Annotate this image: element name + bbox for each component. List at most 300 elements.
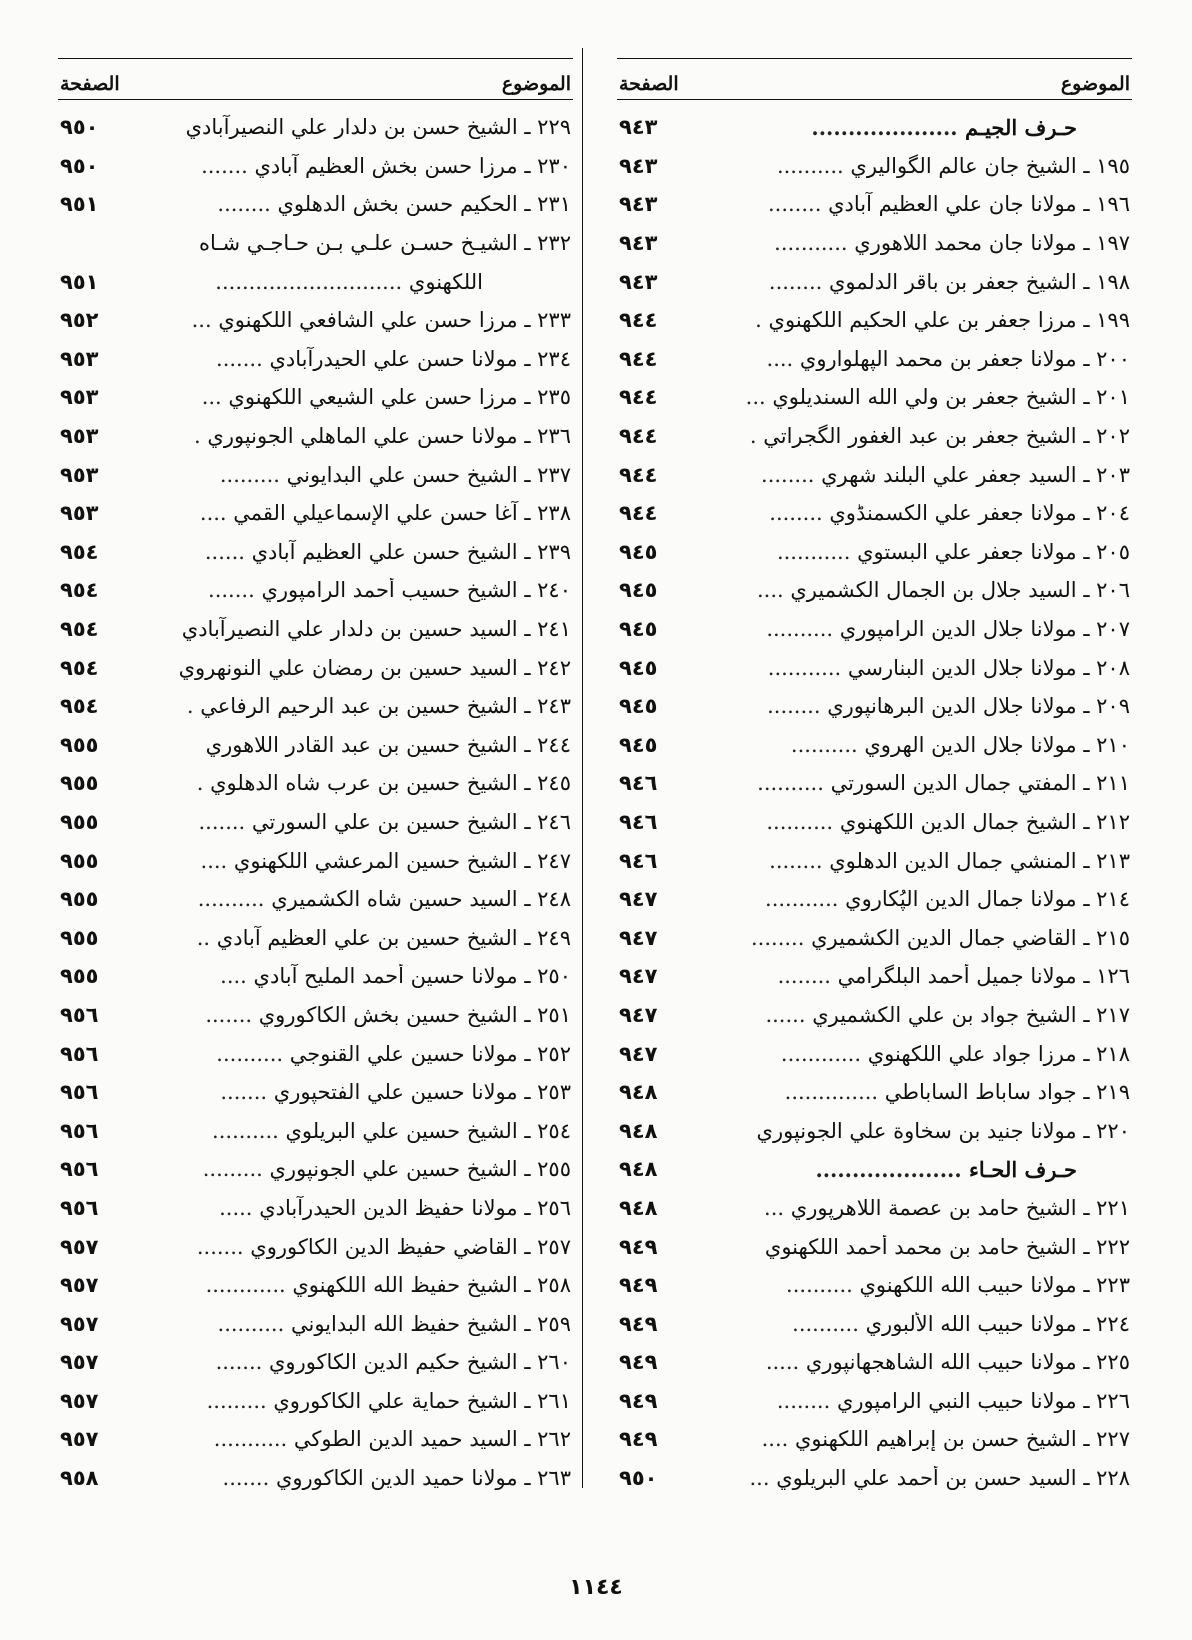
entry-page-number: ٩٤٩ <box>619 1350 658 1375</box>
entry-title <box>138 270 573 294</box>
leader-dots: ............ <box>205 1273 286 1298</box>
entry-title-text: ٢٥٢ ـ مولانا حسين علي القنوجي <box>289 1041 571 1066</box>
leader-dots: ......... <box>219 462 280 487</box>
leader-dots: ........... <box>213 1427 288 1452</box>
leader-dots: ........ <box>767 694 821 719</box>
leader-dots: . <box>194 424 201 449</box>
leader-dots: .... <box>756 578 784 603</box>
leader-dots: ........ <box>777 964 831 989</box>
entry-title-text: ٢٠٩ ـ مولانا جلال الدين البرهانپوري <box>827 694 1130 719</box>
entry-title-text: ٢٠٧ ـ مولانا جلال الدين الرامپوري <box>839 617 1130 642</box>
toc-entry <box>58 108 573 147</box>
column-header <box>617 58 1132 100</box>
entry-title-text: ٢٥٥ ـ الشيخ حسين علي الجونپوري <box>269 1157 571 1182</box>
toc-entry <box>617 880 1132 919</box>
entry-title <box>138 578 573 602</box>
entry-title <box>138 849 573 873</box>
entry-title-text: ٢٣٠ ـ مرزا حسن بخش العظيم آبادي <box>254 153 571 178</box>
subject-heading: الموضوع <box>1060 73 1130 95</box>
entry-page-number: ٩٤٤ <box>619 385 658 410</box>
subject-heading: الموضوع <box>501 73 571 95</box>
entry-title <box>697 1235 1132 1259</box>
leader-dots: ............................ <box>215 269 403 294</box>
entry-title <box>138 1119 573 1143</box>
entry-page-number: ٩٤٣ <box>619 231 658 256</box>
toc-entry <box>617 803 1132 842</box>
toc-entry <box>617 571 1132 610</box>
leader-dots: .......... <box>766 809 834 834</box>
leader-dots: ... <box>745 385 766 410</box>
toc-entry <box>617 841 1132 880</box>
toc-entry <box>617 1343 1132 1382</box>
toc-entry <box>58 147 573 186</box>
leader-dots: .................... <box>815 1156 962 1182</box>
entry-title <box>697 849 1132 873</box>
leader-dots: .......... <box>776 153 844 178</box>
leader-dots: ... <box>191 308 212 333</box>
entry-title <box>138 887 573 911</box>
entry-title <box>138 463 573 487</box>
toc-entry <box>617 1266 1132 1305</box>
leader-dots: ........... <box>767 655 842 680</box>
entry-title-text: ٢١٥ ـ القاضي جمال الدين الكشميري <box>811 925 1130 950</box>
entry-title <box>138 964 573 988</box>
entry-title-text: ٢١٧ ـ الشيخ جواد بن علي الكشميري <box>812 1002 1130 1027</box>
entry-page-number: ٩٤٧ <box>619 1041 658 1066</box>
entry-title-text: ٢٣١ ـ الحكيم حسن بخش الدهلوي <box>277 192 571 217</box>
entry-title <box>138 1427 573 1451</box>
leader-dots: .......... <box>757 771 824 796</box>
toc-entry <box>58 340 573 379</box>
entry-page-number: ٩٥٤ <box>60 694 99 719</box>
entry-page-number: ٩٥٧ <box>60 1388 99 1413</box>
entry-page-number: ٩٤٦ <box>619 771 658 796</box>
leader-dots: ....... <box>222 1466 270 1491</box>
entry-title-text: ٢٣٤ ـ مولانا حسن علي الحيدرآبادي <box>269 346 571 371</box>
leader-dots: ..... <box>219 1195 253 1220</box>
entry-page-number: ٩٥٧ <box>60 1311 99 1336</box>
toc-entry <box>617 1459 1132 1498</box>
entry-title-text: ٢٢٩ ـ الشيخ حسن بن دلدار علي النصيرآبادي <box>185 115 571 140</box>
entry-title-text: ٢١٩ ـ جواد ساباط الساباطي <box>884 1080 1130 1105</box>
entry-page-number: ٩٤٨ <box>619 1195 658 1220</box>
leader-dots: .... <box>761 1427 789 1452</box>
leader-dots: .......... <box>217 1311 285 1336</box>
entry-page-number: ٩٤٣ <box>619 269 658 294</box>
entry-page-number: ٩٤٣ <box>619 153 658 178</box>
entry-page-number: ٩٥٤ <box>60 617 99 642</box>
entry-title <box>138 1350 573 1374</box>
entry-page-number: ٩٥٦ <box>60 1195 99 1220</box>
entry-title <box>138 347 573 371</box>
leader-dots: ....... <box>205 1002 253 1027</box>
entry-page-number: ٩٥٤ <box>60 655 99 680</box>
entry-title <box>697 347 1132 371</box>
toc-entry <box>58 1111 573 1150</box>
entry-page-number: ٩٥٧ <box>60 1350 99 1375</box>
toc-entry <box>58 957 573 996</box>
entry-page-number: ٩٥٥ <box>60 809 99 834</box>
entry-title <box>138 1312 573 1336</box>
entry-title <box>138 192 573 216</box>
leader-dots: ....... <box>198 809 246 834</box>
entry-title <box>697 501 1132 525</box>
entry-title <box>138 1466 573 1490</box>
leader-dots: ........... <box>776 539 851 564</box>
entry-title <box>697 270 1132 294</box>
entry-page-number: ٩٥٦ <box>60 1041 99 1066</box>
entry-title-text: ٢٤٥ ـ الشيخ حسين بن عرب شاه الدهلوي <box>210 771 571 796</box>
entry-title-text: ٢٥٨ ـ الشيخ حفيظ الله اللكهنوي <box>292 1273 571 1298</box>
entry-page-number: ٩٤٤ <box>619 308 658 333</box>
toc-entry <box>58 1382 573 1421</box>
leader-dots: .................... <box>811 114 958 140</box>
toc-entry <box>58 533 573 572</box>
entry-title-text: ٢٥٩ ـ الشيخ حفيظ الله البدايوني <box>290 1311 571 1336</box>
entry-title-text: ٢٣٢ ـ الشيـخ حسـن علـي بـن حـاجـي شـاه <box>198 231 571 256</box>
entry-title-text: ٢٤٧ ـ الشيخ حسين المرعشي اللكهنوي <box>233 848 571 873</box>
toc-entry <box>617 610 1132 649</box>
toc-entry <box>617 340 1132 379</box>
entry-page-number: ٩٥٣ <box>60 424 99 449</box>
entry-title-text: ٢٠٣ ـ السيد جعفر علي البلند شهري <box>821 462 1130 487</box>
toc-entries <box>58 108 573 1497</box>
section-heading-row <box>617 108 1132 147</box>
toc-entry <box>617 224 1132 263</box>
entry-title <box>138 656 573 680</box>
entry-title-text: ٢٥٧ ـ القاضي حفيظ الدين الكاكوروي <box>250 1234 571 1259</box>
entry-title <box>697 887 1132 911</box>
toc-entry <box>58 726 573 765</box>
leader-dots: ......... <box>202 1157 263 1182</box>
leader-dots: ........ <box>761 462 815 487</box>
entry-title-text: ١٩٩ ـ مرزا جعفر بن علي الحكيم اللكهنوي <box>768 308 1130 333</box>
entry-title-text: ٢١١ ـ المفتي جمال الدين السورتي <box>830 771 1130 796</box>
entry-page-number: ٩٤٩ <box>619 1273 658 1298</box>
toc-entry <box>617 533 1132 572</box>
entry-title-text: ١٩٦ ـ مولانا جان علي العظيم آبادي <box>828 192 1130 217</box>
entry-page-number: ٩٥٧ <box>60 1427 99 1452</box>
toc-entry <box>58 301 573 340</box>
entry-page-number: ٩٤٦ <box>619 848 658 873</box>
toc-entry <box>58 1420 573 1459</box>
toc-entry <box>58 996 573 1035</box>
entry-page-number: ٩٥٧ <box>60 1273 99 1298</box>
entry-page-number: ٩٥٦ <box>60 1157 99 1182</box>
leader-dots: ........... <box>774 231 848 256</box>
entry-title-text: ٢٢٠ ـ مولانا جنيد بن سخاوة علي الجونپوري <box>756 1118 1130 1143</box>
leader-dots: ........ <box>769 848 823 873</box>
leader-dots: ..... <box>765 1350 800 1375</box>
entry-page-number: ٩٥٥ <box>60 925 99 950</box>
entry-title <box>697 771 1132 795</box>
entry-title-text: ٢٠٥ ـ مولانا جعفر علي البستوي <box>857 539 1130 564</box>
toc-entry <box>617 764 1132 803</box>
leader-dots: .... <box>200 848 228 873</box>
entry-title-text: ٢٠٤ ـ مولانا جعفر علي الكسمنڈوي <box>829 501 1130 526</box>
entry-title-text: ٢١٨ ـ مرزا جواد علي اللكهنوي <box>867 1041 1130 1066</box>
entry-title <box>697 1273 1132 1297</box>
toc-entry <box>617 918 1132 957</box>
leader-dots: .... <box>766 346 794 371</box>
entry-title-text: ٢٣٩ ـ الشيخ حسن علي العظيم آبادي <box>251 539 571 564</box>
entry-page-number: ٩٤٣ <box>619 115 658 140</box>
entry-title-text: ٢٠٠ ـ مولانا جعفر بن محمد الپهلواروي <box>799 346 1130 371</box>
entry-page-number: ٩٥٥ <box>60 732 99 757</box>
entry-page-number: ٩٥٦ <box>60 1002 99 1027</box>
entry-page-number: ٩٤٧ <box>619 925 658 950</box>
entry-page-number: ٩٥٥ <box>60 848 99 873</box>
entry-page-number: ٩٥٣ <box>60 346 99 371</box>
toc-entry <box>58 1459 573 1498</box>
toc-entry <box>58 648 573 687</box>
toc-entry <box>617 417 1132 456</box>
entry-title <box>697 1157 1132 1182</box>
entry-title-text: ٢٢٢ ـ الشيخ حامد بن محمد أحمد اللكهنوي <box>764 1234 1130 1259</box>
entry-title <box>697 1119 1132 1143</box>
leader-dots: ....... <box>208 578 255 603</box>
entry-title <box>138 501 573 525</box>
leader-dots: . <box>755 308 762 333</box>
entry-title-text: ٢١٤ ـ مولانا جمال الدين الپُكاروي <box>845 887 1130 912</box>
entry-page-number: ٩٥١ <box>60 192 99 217</box>
entry-title-text: ٢٥٠ ـ مولانا حسين أحمد المليح آبادي <box>253 964 571 989</box>
toc-entry <box>617 1382 1132 1421</box>
entry-title <box>138 733 573 757</box>
leader-dots: .. <box>196 925 211 950</box>
entry-title-text: ٢٢٨ ـ السيد حسن بن أحمد علي البريلوي <box>776 1466 1130 1491</box>
entry-page-number: ٩٥٥ <box>60 964 99 989</box>
toc-entry <box>58 1189 573 1228</box>
entry-page-number: ٩٥٠ <box>619 1466 658 1491</box>
toc-entry <box>617 996 1132 1035</box>
entry-title <box>697 192 1132 216</box>
entry-page-number: ٩٤٥ <box>619 539 658 564</box>
entry-title-text: ٢١٠ ـ مولانا جلال الدين الهروي <box>864 732 1130 757</box>
toc-entry <box>617 301 1132 340</box>
entry-page-number: ٩٤٦ <box>619 809 658 834</box>
entry-title <box>697 1427 1132 1451</box>
entry-title-text: ٢٠٨ ـ مولانا جلال الدين البنارسي <box>847 655 1130 680</box>
leader-dots: .......... <box>790 732 858 757</box>
toc-entry <box>58 880 573 919</box>
toc-entry <box>617 1034 1132 1073</box>
entry-title-text: ٢٥٤ ـ الشيخ حسين علي البريلوي <box>285 1118 571 1143</box>
toc-entry <box>58 378 573 417</box>
leader-dots: ....... <box>201 153 248 178</box>
entry-page-number: ٩٤٨ <box>619 1157 658 1182</box>
toc-entry <box>617 1304 1132 1343</box>
entry-page-number: ٩٤٧ <box>619 1002 658 1027</box>
entry-title-text: ٢٦٠ ـ الشيخ حكيم الدين الكاكوروي <box>268 1350 571 1375</box>
leader-dots: ...... <box>204 539 245 564</box>
toc-entry <box>58 262 573 301</box>
leader-dots: ... <box>749 1466 770 1491</box>
toc-entry <box>58 1073 573 1112</box>
entry-title-text: ٢٣٣ ـ مرزا حسن علي الشافعي اللكهنوي <box>218 308 571 333</box>
leader-dots: .... <box>220 964 247 989</box>
entry-title <box>697 1196 1132 1220</box>
entry-title-text: ٢٢٧ ـ الشيخ حسن بن إبراهيم اللكهنوي <box>794 1427 1130 1452</box>
column-header <box>58 58 573 100</box>
entry-title <box>697 115 1132 140</box>
toc-entry <box>617 378 1132 417</box>
entry-page-number: ٩٤٩ <box>619 1311 658 1336</box>
leader-dots: ........... <box>765 887 839 912</box>
entry-title <box>697 231 1132 255</box>
leader-dots: ........ <box>776 1388 831 1413</box>
entry-title-text: ٢٢٥ ـ مولانا حبيب الله الشاهجهانپوري <box>805 1350 1130 1375</box>
toc-entry <box>58 185 573 224</box>
entry-page-number: ٩٥٠ <box>60 153 99 178</box>
entry-title-text: ٢٤٣ ـ الشيخ حسين بن عبد الرحيم الرفاعي <box>200 694 571 719</box>
toc-entry <box>58 803 573 842</box>
entry-title <box>697 617 1132 641</box>
entry-title-text: ٢٠١ ـ الشيخ جعفر بن ولي الله السنديلوي <box>772 385 1130 410</box>
entry-title <box>697 964 1132 988</box>
entry-title <box>138 154 573 178</box>
entry-title <box>697 385 1132 409</box>
leader-dots: ....... <box>215 1350 263 1375</box>
leader-dots: ......... <box>206 1388 267 1413</box>
section-heading-row <box>617 1150 1132 1189</box>
entry-page-number: ٩٤٤ <box>619 462 658 487</box>
entry-title-text: ٢٥٦ ـ مولانا حفيظ الدين الحيدرآبادي <box>259 1195 571 1220</box>
entry-title <box>697 926 1132 950</box>
entry-title-text: ٢٤٠ ـ الشيخ حسيب أحمد الرامپوري <box>261 578 571 603</box>
toc-column-left <box>58 58 573 1497</box>
entry-page-number: ٩٤٥ <box>619 694 658 719</box>
entry-page-number: ٩٤٤ <box>619 501 658 526</box>
entry-title <box>697 540 1132 564</box>
leader-dots: .......... <box>197 887 265 912</box>
toc-entry <box>58 764 573 803</box>
entry-page-number: ٩٤٥ <box>619 617 658 642</box>
page-heading: الصفحة <box>60 73 120 95</box>
toc-entry <box>58 494 573 533</box>
entry-title <box>697 694 1132 718</box>
entry-title-text: ٢٢٦ ـ مولانا حبيب النبي الرامپوري <box>836 1388 1130 1413</box>
entry-title <box>697 1003 1132 1027</box>
entry-title-text: ١٩٧ ـ مولانا جان محمد اللاهوري <box>854 231 1130 256</box>
leader-dots: .......... <box>766 617 834 642</box>
leader-dots: ........ <box>751 925 805 950</box>
entry-page-number: ٩٤٨ <box>619 1118 658 1143</box>
entry-title <box>697 1042 1132 1066</box>
toc-entry <box>617 262 1132 301</box>
entry-title-text: ٢٤٤ ـ الشيخ حسين بن عبد القادر اللاهوري <box>205 732 571 757</box>
toc-entry <box>617 1227 1132 1266</box>
leader-dots: . <box>749 424 757 449</box>
leader-dots: .......... <box>792 1311 859 1336</box>
entry-title <box>138 1389 573 1413</box>
entry-title <box>697 733 1132 757</box>
toc-entries <box>617 108 1132 1497</box>
entry-title <box>697 1350 1132 1374</box>
entry-title-text: ٢٥٣ ـ مولانا حسين علي الفتحپوري <box>273 1080 571 1105</box>
entry-title-text: حـرف الجيـم <box>964 114 1077 140</box>
entry-page-number: ٩٤٧ <box>619 964 658 989</box>
column-divider <box>582 48 583 1488</box>
entry-title-text: ٢٦٣ ـ مولانا حميد الدين الكاكوروي <box>275 1466 571 1491</box>
entry-page-number: ٩٤٩ <box>619 1234 658 1259</box>
entry-title-text: ٢٤٩ ـ الشيخ حسين بن علي العظيم آبادي <box>216 925 571 950</box>
leader-dots: ....... <box>216 346 263 371</box>
entry-page-number: ٩٥٤ <box>60 578 99 603</box>
toc-entry <box>58 1034 573 1073</box>
entry-title-text: اللكهنوي <box>408 269 483 294</box>
entry-title-text: ٢٠٦ ـ السيد جلال بن الجمال الكشميري <box>790 578 1130 603</box>
entry-page-number: ٩٥٠ <box>60 115 99 140</box>
toc-entry <box>58 1343 573 1382</box>
leader-dots: ....... <box>220 1080 268 1105</box>
entry-title <box>697 810 1132 834</box>
entry-page-number: ٩٥١ <box>60 269 99 294</box>
entry-title-text: ٢٣٦ ـ مولانا حسن علي الماهلي الجونپوري <box>207 424 571 449</box>
entry-page-number: ٩٤٥ <box>619 655 658 680</box>
toc-column-right <box>617 58 1132 1497</box>
entry-title <box>138 385 573 409</box>
entry-page-number: ٩٥٧ <box>60 1234 99 1259</box>
leader-dots: ........ <box>769 501 823 526</box>
entry-title-text: ٢٦٢ ـ السيد حميد الدين الطوكي <box>293 1427 571 1452</box>
entry-title <box>138 926 573 950</box>
entry-page-number: ٩٤٩ <box>619 1427 658 1452</box>
entry-title-text: ٢٣٨ ـ آغا حسن علي الإسماعيلي القمي <box>233 501 571 526</box>
toc-entry <box>617 726 1132 765</box>
entry-title-text: ٢٤٢ ـ السيد حسين بن رمضان علي النونهروي <box>178 655 571 680</box>
toc-entry <box>617 455 1132 494</box>
entry-page-number: ٩٥٥ <box>60 771 99 796</box>
page-number: ١١٤٤ <box>569 1575 623 1600</box>
entry-title <box>697 154 1132 178</box>
entry-title <box>138 308 573 332</box>
leader-dots: .......... <box>786 1273 853 1298</box>
toc-entry <box>58 1304 573 1343</box>
entry-page-number: ٩٥٣ <box>60 462 99 487</box>
entry-title-text: ٢٢٤ ـ مولانا حبيب الله الألبوري <box>865 1311 1130 1336</box>
entry-title <box>138 1235 573 1259</box>
toc-entry <box>58 224 573 263</box>
entry-page-number: ٩٤٣ <box>619 192 658 217</box>
entry-title-text: ٢٣٥ ـ مرزا حسن علي الشيعي اللكهنوي <box>228 385 571 410</box>
entry-title-text: ٢٤٦ ـ الشيخ حسين بن علي السورتي <box>251 809 571 834</box>
entry-page-number: ٩٥٣ <box>60 501 99 526</box>
entry-title <box>138 1157 573 1181</box>
entry-title <box>697 1080 1132 1104</box>
entry-page-number: ٩٥٨ <box>60 1466 99 1491</box>
entry-title <box>697 1389 1132 1413</box>
entry-page-number: ٩٥٣ <box>60 385 99 410</box>
entry-page-number: ٩٤٩ <box>619 1388 658 1413</box>
entry-page-number: ٩٥٤ <box>60 539 99 564</box>
leader-dots: ....... <box>196 1234 244 1259</box>
entry-title <box>138 617 573 641</box>
entry-title <box>138 694 573 718</box>
toc-entry <box>617 648 1132 687</box>
toc-entry <box>617 185 1132 224</box>
leader-dots: .... <box>199 501 227 526</box>
entry-title <box>138 771 573 795</box>
toc-entry <box>58 1266 573 1305</box>
entry-title <box>697 578 1132 602</box>
entry-page-number: ٩٤٤ <box>619 346 658 371</box>
toc-entry <box>58 417 573 456</box>
entry-title <box>697 308 1132 332</box>
entry-page-number: ٩٥٦ <box>60 1118 99 1143</box>
toc-entry <box>617 687 1132 726</box>
toc-entry <box>58 687 573 726</box>
